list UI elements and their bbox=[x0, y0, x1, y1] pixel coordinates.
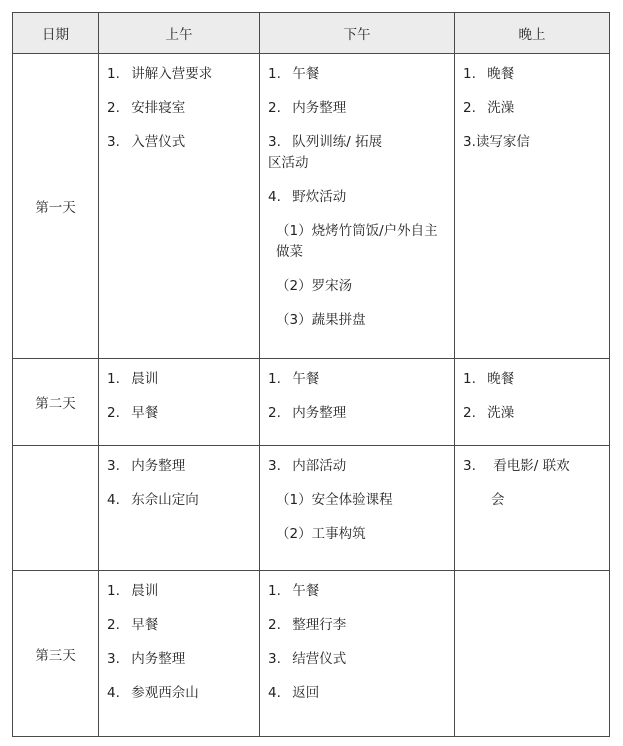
list-item: 3. 内务整理 bbox=[107, 458, 186, 474]
list-item: （2）罗宋汤 bbox=[276, 278, 353, 294]
list-item: 2. 内务整理 bbox=[268, 405, 347, 421]
list-item: 3. 看电影/ 联欢 bbox=[463, 458, 570, 474]
list-item: 3. 结营仪式 bbox=[268, 651, 347, 667]
table-row-day2-cont bbox=[13, 446, 610, 571]
list-item: （1）安全体验课程 bbox=[276, 492, 393, 508]
list-item: （3）蔬果拼盘 bbox=[276, 312, 366, 328]
afternoon-cell bbox=[260, 571, 455, 737]
list-item: （1）烧烤竹筒饭/户外自主做菜 bbox=[276, 223, 438, 260]
list-item: 4. 返回 bbox=[268, 685, 320, 701]
table-row-day2 bbox=[13, 359, 610, 446]
table-header bbox=[13, 13, 610, 54]
evening-cell bbox=[455, 571, 610, 737]
list-item: 2. 内务整理 bbox=[268, 100, 347, 116]
morning-cell bbox=[99, 446, 260, 571]
list-item: 1. 午餐 bbox=[268, 371, 320, 387]
list-item: 1. 讲解入营要求 bbox=[107, 66, 213, 82]
day-label: 第二天 bbox=[13, 359, 99, 446]
header-date: 日期 bbox=[13, 13, 99, 54]
day-label: 第三天 bbox=[13, 571, 99, 737]
list-item: 2. 早餐 bbox=[107, 617, 159, 633]
morning-cell bbox=[99, 571, 260, 737]
list-item: 2. 洗澡 bbox=[463, 100, 515, 116]
list-item: （2）工事构筑 bbox=[276, 526, 366, 542]
evening-cell bbox=[455, 54, 610, 359]
day-label bbox=[13, 446, 99, 571]
table-row-day3 bbox=[13, 571, 610, 737]
list-item: 2. 洗澡 bbox=[463, 405, 515, 421]
day-label: 第一天 bbox=[13, 54, 99, 359]
list-item: 4. 野炊活动 bbox=[268, 189, 347, 205]
list-item: 4. 东佘山定向 bbox=[107, 492, 199, 508]
list-item: 3.读写家信 bbox=[463, 134, 530, 150]
morning-cell bbox=[99, 359, 260, 446]
list-item: 2. 早餐 bbox=[107, 405, 159, 421]
header-afternoon: 下午 bbox=[260, 13, 455, 54]
header-morning: 上午 bbox=[99, 13, 260, 54]
list-item: 1. 晚餐 bbox=[463, 66, 515, 82]
list-item: 1. 午餐 bbox=[268, 66, 320, 82]
list-item: 3. 入营仪式 bbox=[107, 134, 186, 150]
list-item: 1. 晚餐 bbox=[463, 371, 515, 387]
schedule-table bbox=[12, 12, 610, 737]
list-item: 1. 晨训 bbox=[107, 583, 159, 599]
list-item: 4. 参观西佘山 bbox=[107, 685, 199, 701]
list-item: 3. 内部活动 bbox=[268, 458, 347, 474]
list-item: 3. 内务整理 bbox=[107, 651, 186, 667]
evening-cell bbox=[455, 359, 610, 446]
afternoon-cell bbox=[260, 446, 455, 571]
list-item: 3. 队列训练/ 拓展区活动 bbox=[268, 134, 383, 171]
afternoon-cell bbox=[260, 54, 455, 359]
list-item: 1. 午餐 bbox=[268, 583, 320, 599]
header-evening: 晚上 bbox=[455, 13, 610, 54]
morning-cell bbox=[99, 54, 260, 359]
table-row-day1 bbox=[13, 54, 610, 359]
list-item: 2. 整理行李 bbox=[268, 617, 347, 633]
afternoon-cell bbox=[260, 359, 455, 446]
list-item: 2. 安排寝室 bbox=[107, 100, 186, 116]
list-item: 会 bbox=[491, 492, 505, 508]
evening-cell bbox=[455, 446, 610, 571]
list-item: 1. 晨训 bbox=[107, 371, 159, 387]
